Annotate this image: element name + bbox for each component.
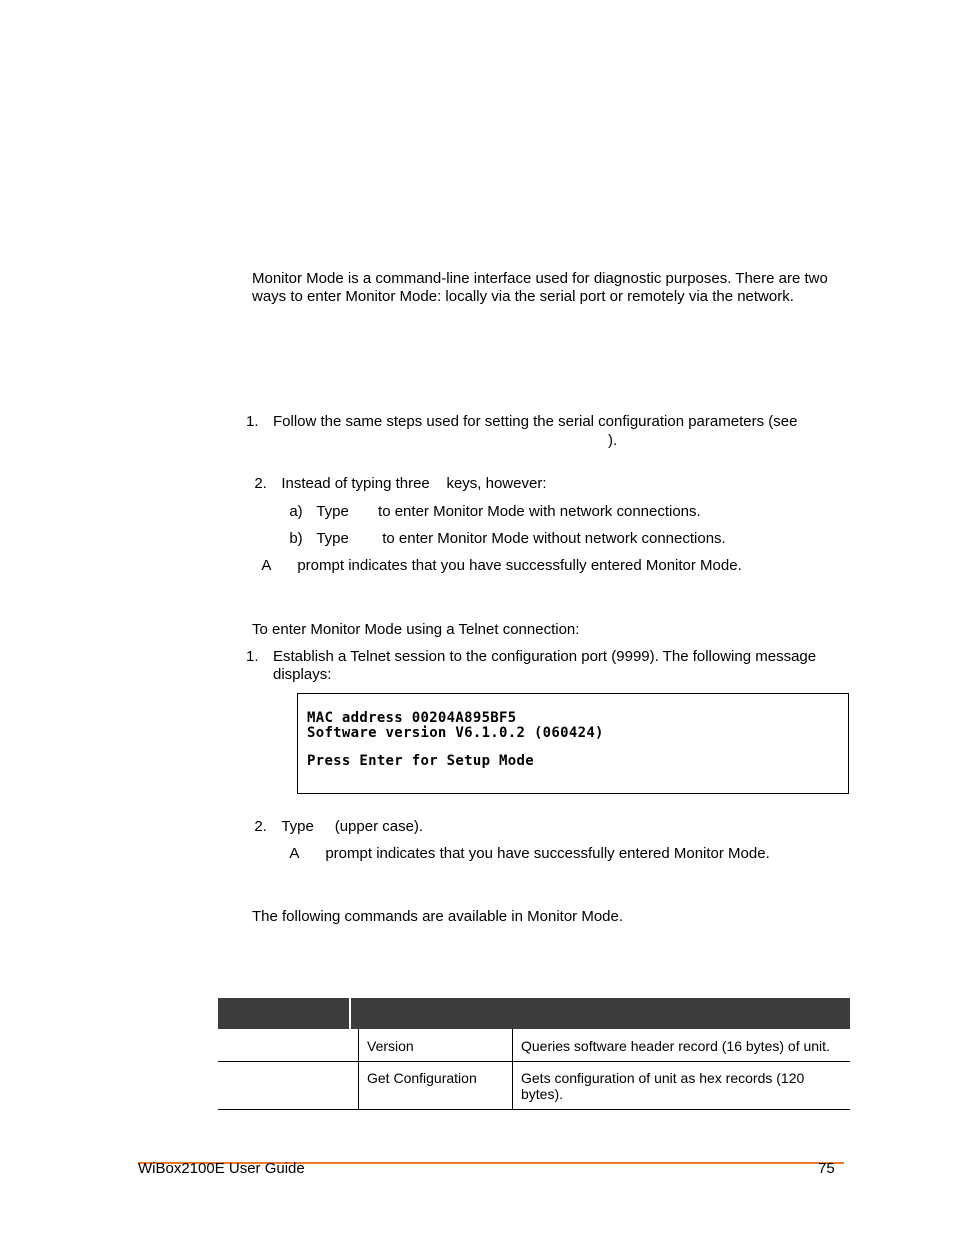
table-divider [358, 1029, 359, 1110]
commands-intro: The following commands are available in Monitor Mode. [252, 908, 624, 925]
table-divider [512, 1029, 513, 1110]
terminal-line-mac: MAC address 00204A895BF5 [307, 710, 517, 726]
intro-paragraph: Monitor Mode is a command-line interface used for diagnostic purposes. There are two ways to enter Monitor Mode: locally via the serial port or remotely via the network. [252, 270, 828, 305]
serial-result [253, 540, 742, 574]
result-article: A [289, 845, 300, 862]
table-row-2-name: Get Configuration [367, 1070, 477, 1086]
step-number: 2. [254, 475, 267, 492]
step-number: 2. [254, 818, 267, 835]
table-row-1-description: Queries software header record (16 bytes) of unit. [521, 1038, 830, 1054]
telnet-step-1 [246, 648, 846, 683]
serial-step-1-tail: ). [608, 432, 618, 449]
step-number: 1. [246, 648, 259, 665]
table-rule [218, 1061, 850, 1062]
terminal-line-press-enter: Press Enter for Setup Mode [307, 753, 534, 769]
step-text: Type (upper case). [281, 818, 424, 835]
telnet-intro: To enter Monitor Mode using a Telnet connection: [252, 621, 580, 638]
step-text: Instead of typing three keys, however: [281, 475, 547, 492]
step-number: 1. [246, 413, 259, 430]
terminal-output [297, 693, 849, 794]
substep-label: a) [289, 503, 303, 520]
table-header-left [218, 998, 349, 1029]
substep-text: Type to enter Monitor Mode with network connections. [316, 503, 701, 520]
table-header-right [351, 998, 850, 1029]
step-text: Establish a Telnet session to the configuration port (9999). The following message displays: [273, 648, 817, 683]
result-text: prompt indicates that you have successfully entered Monitor Mode. [297, 557, 742, 574]
terminal-line-version: Software version V6.1.0.2 (060424) [307, 725, 604, 741]
step-text: Follow the same steps used for setting the serial configuration parameters (see [273, 413, 798, 430]
table-row-2-description: Gets configuration of unit as hex records (120 bytes). [521, 1070, 805, 1102]
substep-label: b) [289, 530, 303, 547]
table-rule [218, 1109, 850, 1110]
footer-title: WiBox2100E User Guide [138, 1160, 305, 1177]
result-text: prompt indicates that you have successfully entered Monitor Mode. [325, 845, 770, 862]
footer-page-number: 75 [818, 1160, 835, 1177]
table-row-1-name: Version [367, 1038, 414, 1054]
serial-step-1 [246, 413, 846, 430]
result-article: A [261, 557, 272, 574]
telnet-result [281, 828, 770, 862]
substep-text: Type to enter Monitor Mode without network connections. [316, 530, 726, 547]
